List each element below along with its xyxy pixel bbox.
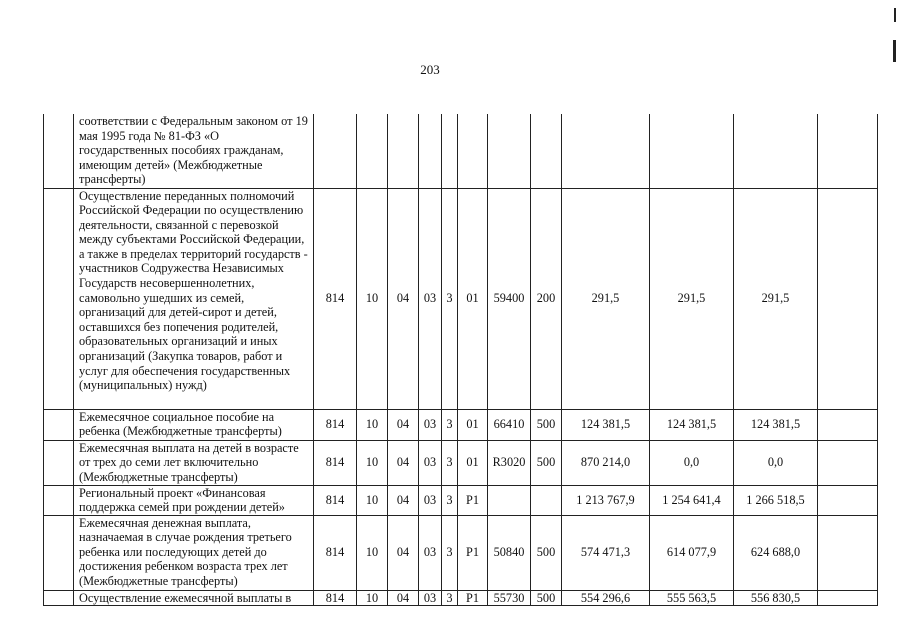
row-number-cell <box>44 409 74 440</box>
subprogram-code: 3 <box>442 515 458 590</box>
subprogram-code: 3 <box>442 440 458 485</box>
event-code: 01 <box>458 440 488 485</box>
direction-code <box>488 114 531 188</box>
amount-year-3: 291,5 <box>734 188 818 409</box>
expense-type-code <box>531 485 562 515</box>
row-description: Ежемесячная выплата на детей в возрасте от трех до семи лет включительно (Межбюджетные трансферты) <box>74 440 314 485</box>
amount-year-1: 870 214,0 <box>562 440 650 485</box>
expense-type-code: 500 <box>531 409 562 440</box>
section-code: 10 <box>357 409 388 440</box>
section-code: 10 <box>357 485 388 515</box>
page-number: 203 <box>420 62 440 77</box>
subsection-code: 04 <box>388 440 419 485</box>
expense-type-code: 500 <box>531 440 562 485</box>
section-code: 10 <box>357 590 388 606</box>
trailing-empty-cell <box>818 515 878 590</box>
table-row <box>44 590 878 606</box>
admin-code: 814 <box>314 188 357 409</box>
row-number-cell <box>44 440 74 485</box>
amount-year-2: 614 077,9 <box>650 515 734 590</box>
event-code: 01 <box>458 409 488 440</box>
row-description: Осуществление переданных полномочий Российской Федерации по осуществлению деятельности, связанной с перевозкой между субъектами Российской Федерации, а также в пределах территорий государств - участников Содружества Независимых Государств несовершеннолетних, самовольно ушедших из семей, организаций для детей-сирот и детей, оставшихся без попечения родителей, образовательных организаций и иных организаций (Закупка товаров, работ и услуг для обеспечения государственных (муниципальных) нужд) <box>74 188 314 409</box>
program-code <box>419 114 442 188</box>
admin-code <box>314 114 357 188</box>
expense-type-code: 500 <box>531 515 562 590</box>
event-code <box>458 114 488 188</box>
amount-year-1: 291,5 <box>562 188 650 409</box>
trailing-empty-cell <box>818 440 878 485</box>
event-code: P1 <box>458 590 488 606</box>
subprogram-code: 3 <box>442 485 458 515</box>
amount-year-3: 124 381,5 <box>734 409 818 440</box>
row-number-cell <box>44 485 74 515</box>
expense-type-code <box>531 114 562 188</box>
subprogram-code: 3 <box>442 188 458 409</box>
row-description: соответствии с Федеральным законом от 19 мая 1995 года № 81-ФЗ «О государственных пособиях гражданам, имеющим детей» (Межбюджетные трансферты) <box>74 114 314 188</box>
subprogram-code: 3 <box>442 590 458 606</box>
section-code: 10 <box>357 515 388 590</box>
event-code: 01 <box>458 188 488 409</box>
row-number-cell <box>44 114 74 188</box>
direction-code: 55730 <box>488 590 531 606</box>
row-description: Ежемесячная денежная выплата, назначаемая в случае рождения третьего ребенка или последующих детей до достижения ребенком возраста трех лет (Межбюджетные трансферты) <box>74 515 314 590</box>
subprogram-code <box>442 114 458 188</box>
subsection-code: 04 <box>388 409 419 440</box>
program-code: 03 <box>419 188 442 409</box>
row-number-cell <box>44 188 74 409</box>
table-row <box>44 188 878 409</box>
table-row <box>44 409 878 440</box>
scan-edge-mark <box>894 8 896 22</box>
trailing-empty-cell <box>818 188 878 409</box>
direction-code: 66410 <box>488 409 531 440</box>
amount-year-2 <box>650 114 734 188</box>
trailing-empty-cell <box>818 409 878 440</box>
row-description: Региональный проект «Финансовая поддержка семей при рождении детей» <box>74 485 314 515</box>
program-code: 03 <box>419 485 442 515</box>
subsection-code: 04 <box>388 515 419 590</box>
budget-table <box>43 114 878 606</box>
amount-year-1: 124 381,5 <box>562 409 650 440</box>
direction-code: 50840 <box>488 515 531 590</box>
amount-year-3: 0,0 <box>734 440 818 485</box>
subsection-code: 04 <box>388 485 419 515</box>
event-code: P1 <box>458 515 488 590</box>
row-description: Осуществление ежемесячной выплаты в <box>74 590 314 606</box>
direction-code <box>488 485 531 515</box>
direction-code: 59400 <box>488 188 531 409</box>
amount-year-3: 556 830,5 <box>734 590 818 606</box>
subsection-code: 04 <box>388 590 419 606</box>
amount-year-1: 554 296,6 <box>562 590 650 606</box>
row-description: Ежемесячное социальное пособие на ребенка (Межбюджетные трансферты) <box>74 409 314 440</box>
subsection-code <box>388 114 419 188</box>
program-code: 03 <box>419 515 442 590</box>
table-row <box>44 515 878 590</box>
admin-code: 814 <box>314 515 357 590</box>
trailing-empty-cell <box>818 114 878 188</box>
row-number-cell <box>44 515 74 590</box>
amount-year-2: 291,5 <box>650 188 734 409</box>
amount-year-2: 1 254 641,4 <box>650 485 734 515</box>
amount-year-3: 1 266 518,5 <box>734 485 818 515</box>
section-code: 10 <box>357 188 388 409</box>
amount-year-2: 555 563,5 <box>650 590 734 606</box>
amount-year-1 <box>562 114 650 188</box>
subprogram-code: 3 <box>442 409 458 440</box>
expense-type-code: 500 <box>531 590 562 606</box>
amount-year-1: 574 471,3 <box>562 515 650 590</box>
amount-year-1: 1 213 767,9 <box>562 485 650 515</box>
table-row <box>44 485 878 515</box>
trailing-empty-cell <box>818 590 878 606</box>
table-row <box>44 440 878 485</box>
program-code: 03 <box>419 590 442 606</box>
row-number-cell <box>44 590 74 606</box>
program-code: 03 <box>419 409 442 440</box>
subsection-code: 04 <box>388 188 419 409</box>
amount-year-2: 124 381,5 <box>650 409 734 440</box>
amount-year-2: 0,0 <box>650 440 734 485</box>
section-code: 10 <box>357 440 388 485</box>
amount-year-3 <box>734 114 818 188</box>
trailing-empty-cell <box>818 485 878 515</box>
admin-code: 814 <box>314 440 357 485</box>
section-code <box>357 114 388 188</box>
table-row <box>44 114 878 188</box>
amount-year-3: 624 688,0 <box>734 515 818 590</box>
admin-code: 814 <box>314 590 357 606</box>
scan-edge-mark <box>893 40 896 62</box>
direction-code: R3020 <box>488 440 531 485</box>
admin-code: 814 <box>314 485 357 515</box>
expense-type-code: 200 <box>531 188 562 409</box>
admin-code: 814 <box>314 409 357 440</box>
event-code: P1 <box>458 485 488 515</box>
program-code: 03 <box>419 440 442 485</box>
